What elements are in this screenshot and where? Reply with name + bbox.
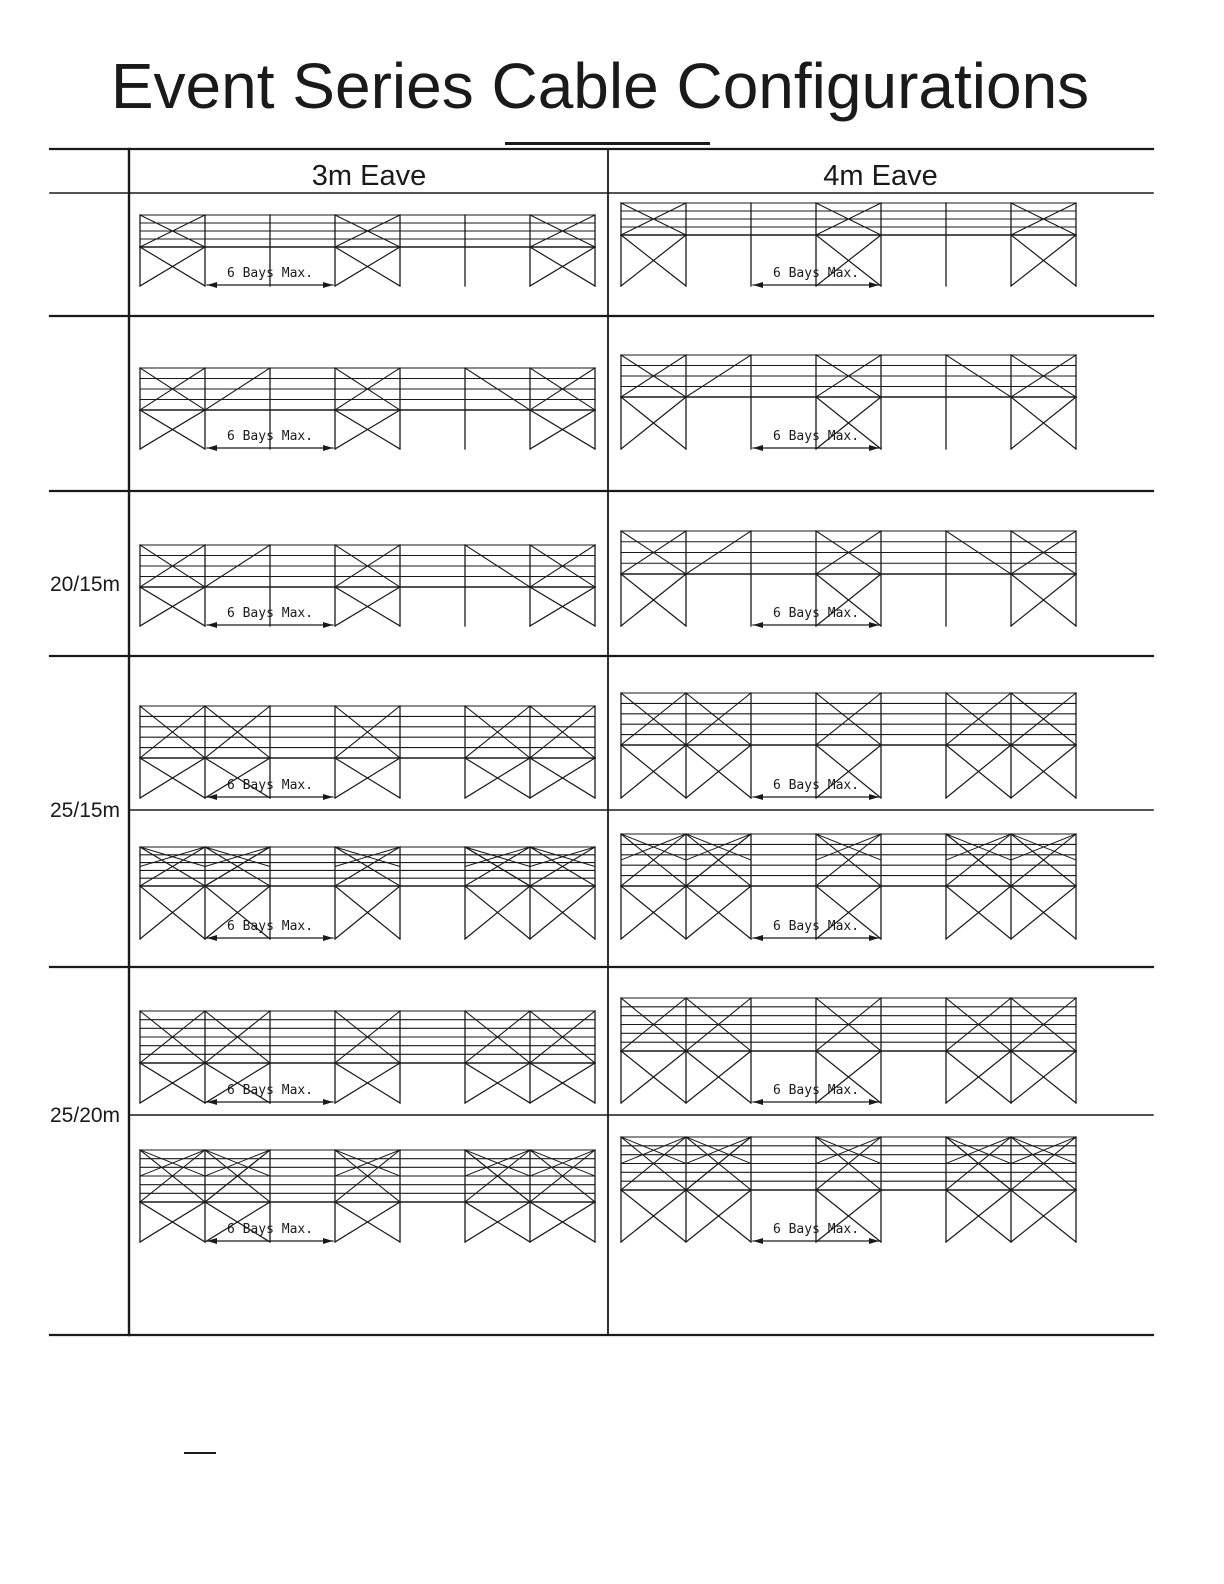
dimension-label: 6 Bays Max. <box>226 429 314 444</box>
dimension-arrow <box>323 1099 333 1105</box>
dimension-arrow <box>753 1099 763 1105</box>
dimension-label: 6 Bays Max. <box>772 778 860 793</box>
dimension-label: 6 Bays Max. <box>772 606 860 621</box>
dimension-label: 6 Bays Max. <box>772 1083 860 1098</box>
dimension-arrow <box>323 794 333 800</box>
dimension-arrow <box>207 622 217 628</box>
dimension-label: 6 Bays Max. <box>772 429 860 444</box>
dimension-arrow <box>753 622 763 628</box>
column-header-3m-eave: 3m Eave <box>311 160 427 192</box>
dimension-arrow <box>753 794 763 800</box>
dimension-arrow <box>323 1238 333 1244</box>
footer-mark <box>184 1452 216 1454</box>
dimension-label: 6 Bays Max. <box>226 1222 314 1237</box>
dimension-label: 6 Bays Max. <box>772 919 860 934</box>
dimension-arrow <box>207 1099 217 1105</box>
dimension-label: 6 Bays Max. <box>226 1083 314 1098</box>
dimension-arrow <box>323 282 333 288</box>
dimension-label: 6 Bays Max. <box>226 266 314 281</box>
column-header-4m-eave: 4m Eave <box>823 160 938 192</box>
row-label-20-15m: 20/15m <box>50 573 121 596</box>
dimension-arrow <box>753 1238 763 1244</box>
page-title: Event Series Cable Configurations <box>110 50 1090 122</box>
dimension-arrow <box>207 794 217 800</box>
row-label-25-15m: 25/15m <box>50 799 121 822</box>
dimension-arrow <box>323 622 333 628</box>
dimension-arrow <box>753 935 763 941</box>
dimension-arrow <box>753 282 763 288</box>
dimension-label: 6 Bays Max. <box>772 266 860 281</box>
dimension-arrow <box>323 445 333 451</box>
dimension-arrow <box>207 282 217 288</box>
dimension-arrow <box>323 935 333 941</box>
dimension-label: 6 Bays Max. <box>226 778 314 793</box>
dimension-arrow <box>207 445 217 451</box>
dimension-arrow <box>207 1238 217 1244</box>
dimension-label: 6 Bays Max. <box>226 919 314 934</box>
dimension-arrow <box>753 445 763 451</box>
dimension-label: 6 Bays Max. <box>772 1222 860 1237</box>
row-label-25-20m: 25/20m <box>50 1104 121 1127</box>
dimension-label: 6 Bays Max. <box>226 606 314 621</box>
